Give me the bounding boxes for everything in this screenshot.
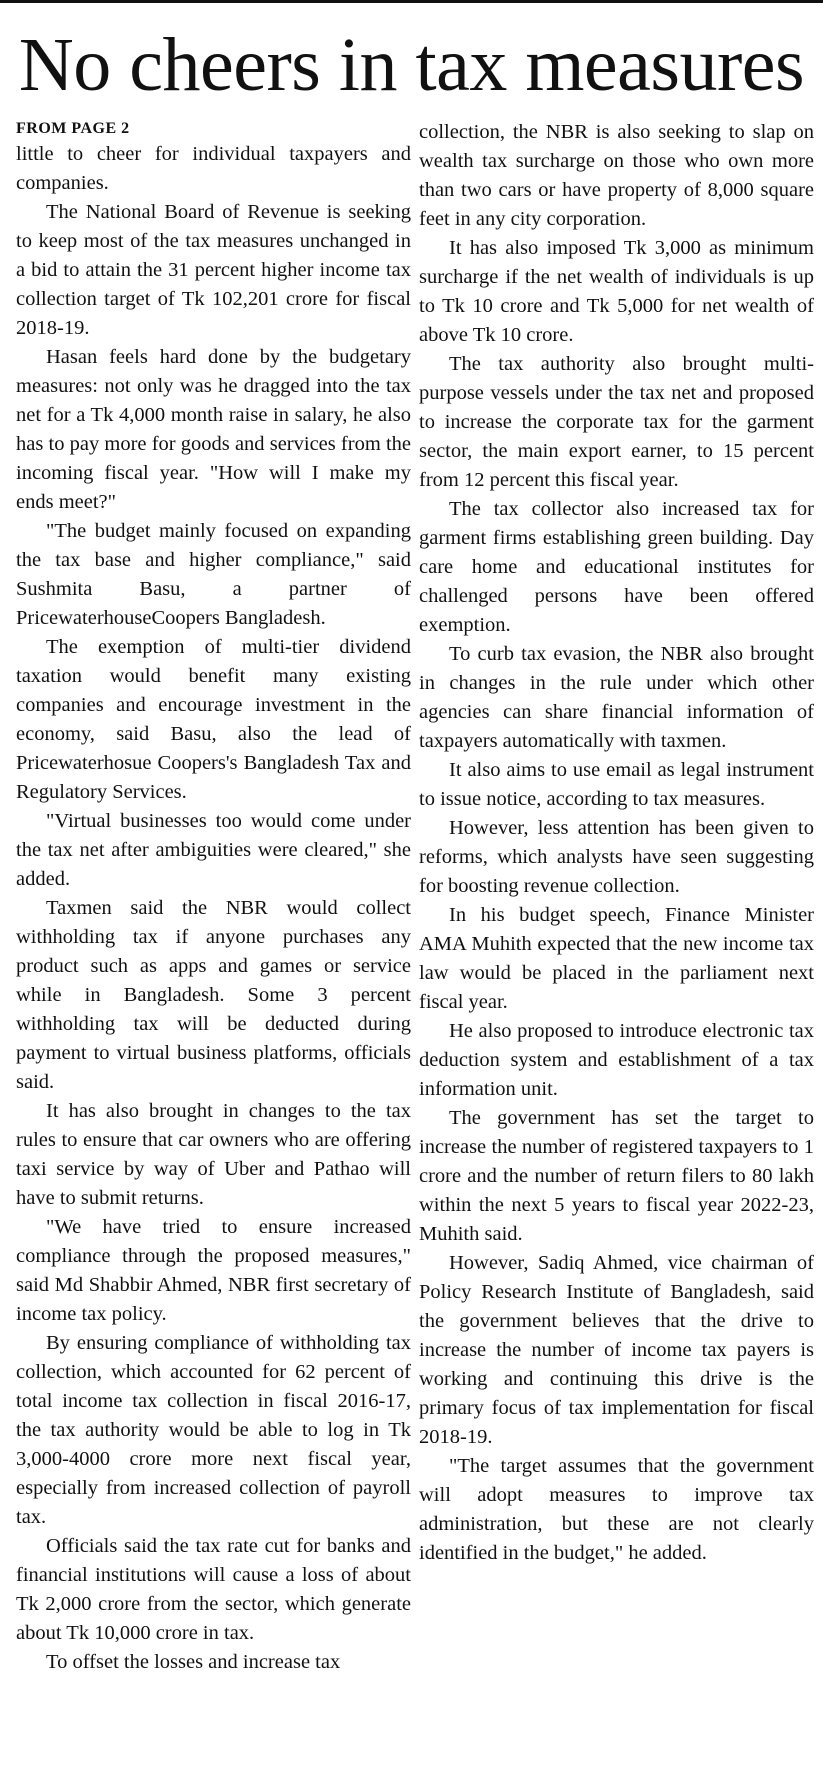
article-column-right <box>419 118 814 1568</box>
paragraph: collection, the NBR is also seeking to slap on wealth tax surcharge on those who own more than two cars or have property of 8,000 square feet in any city corporation. <box>419 121 814 230</box>
paragraph: To offset the losses and increase tax <box>46 1651 341 1673</box>
paragraph: "We have tried to ensure increased compliance through the proposed measures," said Md Shabbir Ahmed, NBR first secretary of income tax policy. <box>16 1216 411 1325</box>
article-column-left <box>16 118 411 1677</box>
paragraph: It has also imposed Tk 3,000 as minimum surcharge if the net wealth of individuals is up to Tk 10 crore and Tk 5,000 for net wealth of above Tk 10 crore. <box>419 237 814 346</box>
paragraph: He also proposed to introduce electronic tax deduction system and establishment of a tax information unit. <box>419 1020 814 1100</box>
paragraph: Hasan feels hard done by the budgetary measures: not only was he dragged into the tax net for a Tk 4,000 month raise in salary, he also has to pay more for goods and services from the incoming fiscal year. "How will I make my ends meet?" <box>16 346 411 513</box>
paragraph: "The target assumes that the government will adopt measures to improve tax administration, but these are not clearly identified in the budget," he added. <box>419 1455 814 1564</box>
paragraph: To curb tax evasion, the NBR also brought in changes in the rule under which other agencies can share financial information of taxpayers automatically with taxmen. <box>419 643 814 752</box>
headline: No cheers in tax measures <box>18 23 805 107</box>
paragraph: The tax authority also brought multi-purpose vessels under the tax net and proposed to increase the corporate tax for the garment sector, the main export earner, to 15 percent from 12 percent this fiscal year. <box>419 353 814 491</box>
paragraph: "The budget mainly focused on expanding the tax base and higher compliance," said Sushmita Basu, a partner of PricewaterhouseCoopers Bangladesh. <box>16 520 411 629</box>
paragraph: It has also brought in changes to the tax rules to ensure that car owners who are offering taxi service by way of Uber and Pathao will have to submit returns. <box>16 1100 411 1209</box>
paragraph: The National Board of Revenue is seeking to keep most of the tax measures unchanged in a bid to attain the 31 percent higher income tax collection target of Tk 102,201 crore for fiscal 2018-19. <box>16 201 411 339</box>
paragraph: Officials said the tax rate cut for banks and financial institutions will cause a loss of about Tk 2,000 crore from the sector, which generate about Tk 10,000 crore in tax. <box>16 1535 411 1644</box>
top-rule <box>0 0 823 3</box>
paragraph: "Virtual businesses too would come under the tax net after ambiguities were cleared," she added. <box>16 810 411 890</box>
paragraph: However, less attention has been given to reforms, which analysts have seen suggesting for boosting revenue collection. <box>419 817 814 897</box>
paragraph: It also aims to use email as legal instrument to issue notice, according to tax measures. <box>419 759 814 810</box>
jump-line: FROM PAGE 2 <box>16 120 130 137</box>
paragraph: By ensuring compliance of withholding tax collection, which accounted for 62 percent of total income tax collection in fiscal 2016-17, the tax authority would be able to log in Tk 3,000-4000 crore more next fiscal year, especially from increased collection of payroll tax. <box>16 1332 411 1528</box>
paragraph: little to cheer for individual taxpayers and companies. <box>16 143 411 194</box>
paragraph: The exemption of multi-tier dividend taxation would benefit many existing companies and encourage investment in the economy, said Basu, also the lead of Pricewaterhosue Coopers's Bangladesh Tax and Regulatory Services. <box>16 636 411 803</box>
paragraph: Taxmen said the NBR would collect withholding tax if anyone purchases any product such as apps and games or service while in Bangladesh. Some 3 percent withholding tax will be deducted during payment to virtual business platforms, officials said. <box>16 897 411 1093</box>
paragraph: However, Sadiq Ahmed, vice chairman of Policy Research Institute of Bangladesh, said the government believes that the drive to increase the number of income tax payers is working and continuing this drive is the primary focus of tax implementation for fiscal 2018-19. <box>419 1252 814 1448</box>
paragraph: The government has set the target to increase the number of registered taxpayers to 1 crore and the number of return filers to 80 lakh within the next 5 years to fiscal year 2022-23, Muhith said. <box>419 1107 814 1245</box>
paragraph: The tax collector also increased tax for garment firms establishing green building. Day care home and educational institutes for challenged persons have been offered exemption. <box>419 498 814 636</box>
paragraph: In his budget speech, Finance Minister AMA Muhith expected that the new income tax law would be placed in the parliament next fiscal year. <box>419 904 814 1013</box>
